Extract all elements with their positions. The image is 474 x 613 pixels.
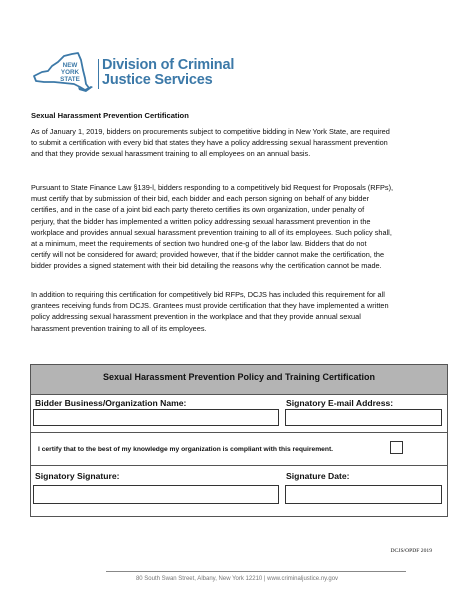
paragraph-line: As of January 1, 2019, bidders on procurements subject to competitive bidding in New York State, are required bbox=[31, 127, 390, 136]
form-title: Sexual Harassment Prevention Policy and Training Certification bbox=[102, 372, 376, 382]
email-field[interactable] bbox=[285, 409, 442, 426]
paragraph-line: harassment prevention training to all of its employees. bbox=[31, 323, 207, 333]
dcjs-logo bbox=[28, 50, 235, 94]
footer-address: 80 South Swan Street, Albany, New York 12210 | www.criminaljustice.ny.gov bbox=[135, 576, 339, 582]
paragraph-line: In addition to requiring this certification for competitively bid RFPs, DCJS has included this requirement for all bbox=[31, 290, 385, 299]
paragraph-line: and that they provide sexual harassment training to all employees on an annual basis. bbox=[31, 149, 311, 159]
logo-agency-line: Division of Criminal bbox=[102, 57, 235, 73]
form-divider bbox=[30, 432, 448, 433]
paragraph-line: certify will not be considered for award; provided however, that if the bidder cannot make the certification, the bbox=[31, 250, 385, 260]
certify-statement: I certify that to the best of my knowledge my organization is compliant with this requirement. bbox=[38, 446, 334, 453]
paragraph-line: at a minimum, meet the requirements of section two hundred one-g of the labor law. Bidders that do not bbox=[31, 239, 367, 249]
intro-paragraph bbox=[31, 126, 445, 160]
paragraph-line: grantees receiving funds from DCJS. Grantees must provide certification that they have implemented a written bbox=[31, 301, 389, 311]
footer-divider bbox=[106, 571, 406, 572]
grantee-paragraph bbox=[31, 289, 445, 334]
bidder-name-label: Bidder Business/Organization Name: bbox=[35, 398, 187, 408]
date-label: Signature Date: bbox=[286, 471, 350, 481]
finance-law-paragraph bbox=[31, 182, 445, 272]
paragraph-line: perjury, that the bidder has implemented a written policy addressing sexual harassment prevention in the bbox=[31, 216, 371, 226]
form-divider bbox=[30, 465, 448, 466]
signature-label: Signatory Signature: bbox=[35, 471, 120, 481]
paragraph-line: to submit a certification with every bid that states they have a policy addressing sexual harassment prevention bbox=[31, 138, 388, 148]
paragraph-line: Pursuant to State Finance Law §139-l, bidders responding to a competitively bid Request for Proposals (RFPs), bbox=[31, 183, 394, 192]
logo-state-line: STATE bbox=[60, 76, 80, 83]
bidder-name-field[interactable] bbox=[33, 409, 279, 426]
logo-agency-line: Justice Services bbox=[102, 72, 213, 88]
signature-date-field[interactable] bbox=[285, 485, 442, 504]
logo-state-line: YORK bbox=[60, 69, 80, 76]
logo-divider bbox=[98, 59, 99, 89]
logo-state-line: NEW bbox=[62, 62, 78, 69]
email-label: Signatory E-mail Address: bbox=[286, 398, 394, 408]
document-code: DCJS/OPDF 2019 bbox=[390, 548, 432, 554]
paragraph-line: bidder provides a signed statement with their bid detailing the reasons why the certification cannot be made. bbox=[31, 261, 382, 271]
paragraph-line: policy addressing sexual harassment prevention in the workplace and that they provide annual sexual bbox=[31, 312, 361, 322]
certify-checkbox[interactable] bbox=[390, 441, 403, 454]
paragraph-line: must certify that by submission of their bid, each bidder and each person signing on behalf of any bidder bbox=[31, 194, 370, 204]
paragraph-line: workplace and provides annual sexual harassment prevention training to all of its employees. Such policy shall, bbox=[31, 227, 392, 237]
document-title: Sexual Harassment Prevention Certification bbox=[31, 111, 189, 120]
signature-field[interactable] bbox=[33, 485, 279, 504]
paragraph-line: certifies, and in the case of a joint bid each party thereto certifies its own organization, under penalty of bbox=[31, 205, 365, 215]
form-header bbox=[31, 365, 447, 395]
